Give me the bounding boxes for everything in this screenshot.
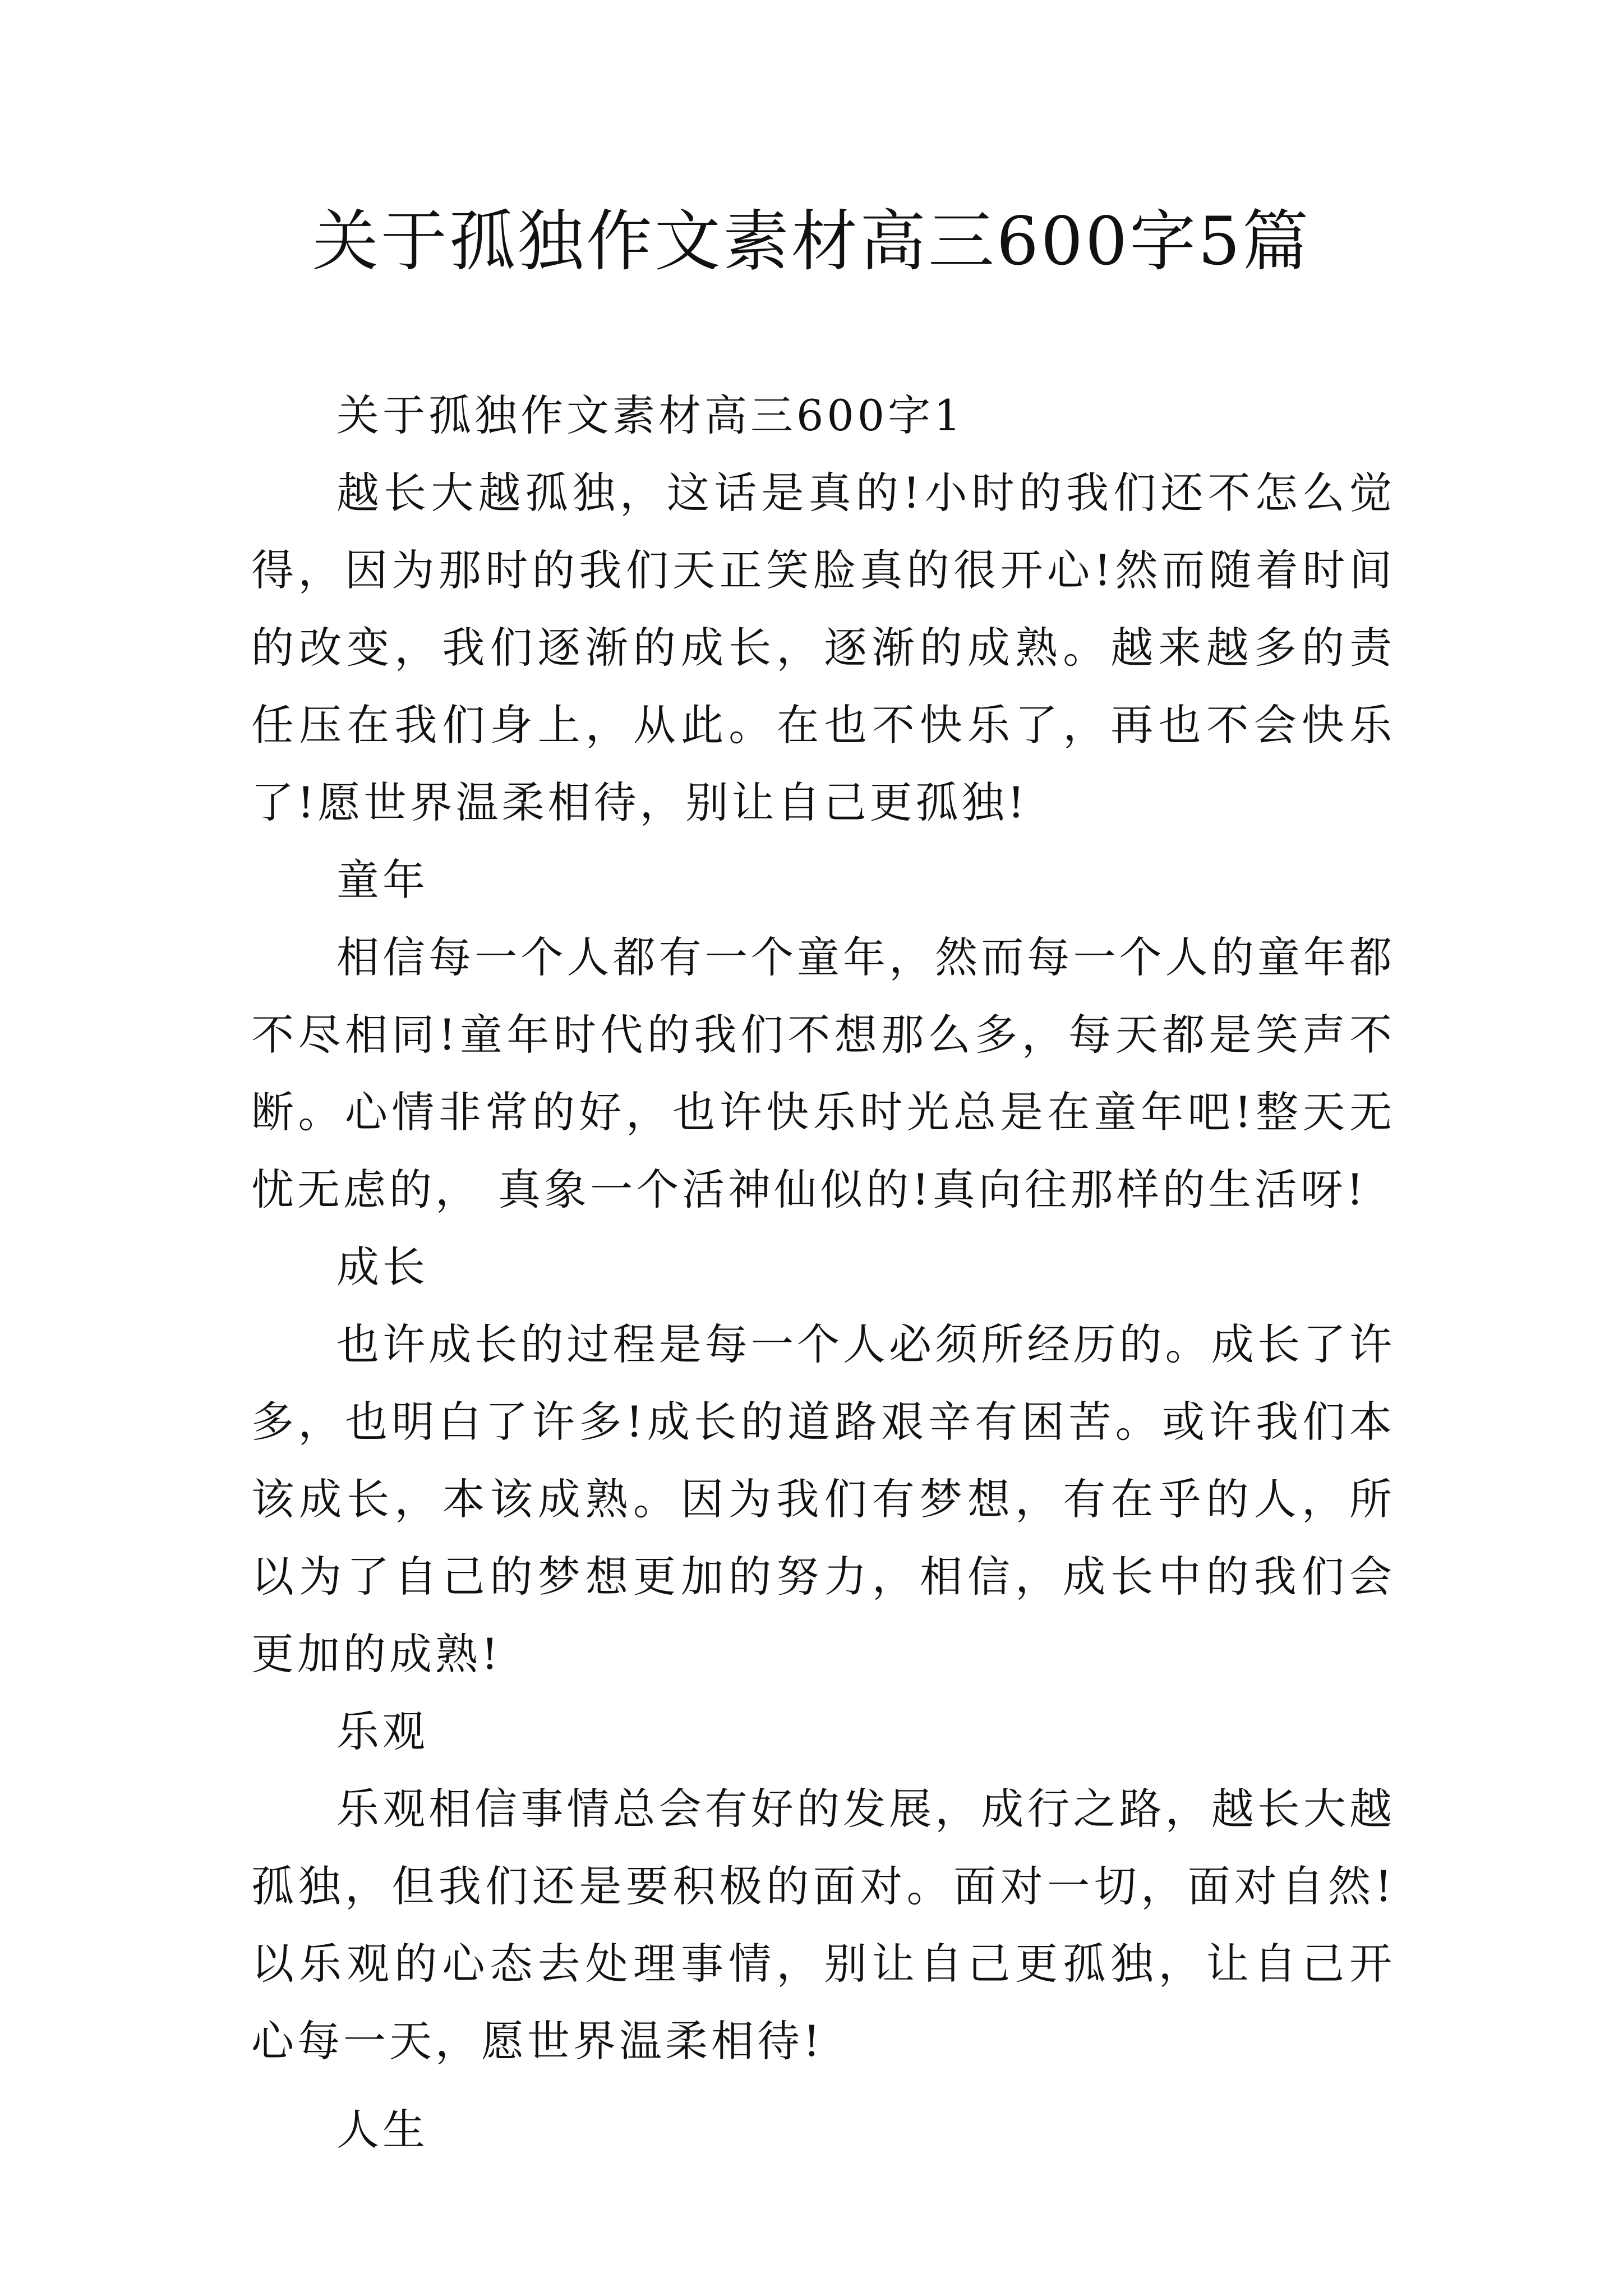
section-heading-optimism: 乐观	[336, 1706, 428, 1756]
document-title: 关于孤独作文素材高三600字5篇	[312, 203, 1311, 280]
paragraph: 相信每一个人都有一个童年，然而每一个人的童年都不尽相同!童年时代的我们不想那么多，每天都是笑声不断。心情非常的好，也许快乐时光总是在童年吧!整天无忧无虑的， 真象一个活神仙似的!真向往那样的生活呀!	[251, 932, 1395, 1214]
document-body	[251, 377, 1395, 2169]
section-heading-growth: 成长	[336, 1242, 428, 1292]
section-heading-life: 人生	[336, 2105, 428, 2155]
section-subtitle: 关于孤独作文素材高三600字1	[336, 390, 965, 440]
paragraph: 也许成长的过程是每一个人必须所经历的。成长了许多，也明白了许多!成长的道路艰辛有困苦。或许我们本该成长，本该成熟。因为我们有梦想，有在乎的人，所以为了自己的梦想更加的努力，相信，成长中的我们会更加的成熟!	[251, 1319, 1395, 1679]
paragraph: 越长大越孤独，这话是真的!小时的我们还不怎么觉得，因为那时的我们天正笑脸真的很开心!然而随着时间的改变，我们逐渐的成长，逐渐的成熟。越来越多的责任压在我们身上，从此。在也不快乐了，再也不会快乐了!愿世界温柔相待，别让自己更孤独!	[251, 468, 1395, 827]
spacer	[251, 2080, 1395, 2091]
section-heading-childhood: 童年	[336, 855, 428, 905]
paragraph: 乐观相信事情总会有好的发展，成行之路，越长大越孤独，但我们还是要积极的面对。面对一切，面对自然!以乐观的心态去处理事情，别让自己更孤独，让自己开心每一天，愿世界温柔相待!	[251, 1784, 1395, 2066]
